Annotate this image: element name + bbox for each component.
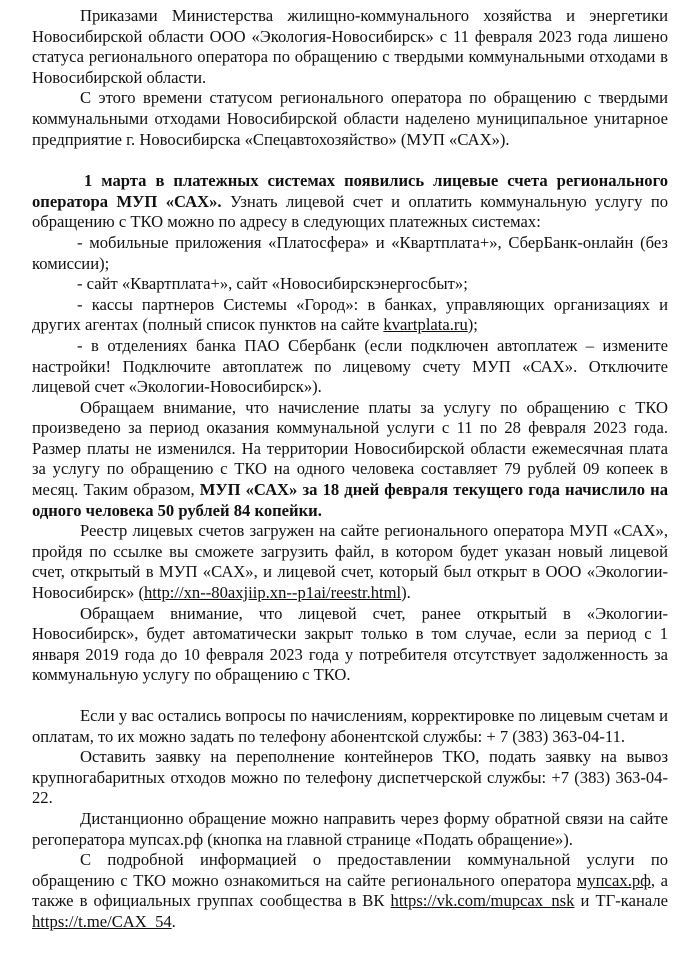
paragraph-online-request: Дистанционно обращение можно направить через форму обратной связи на сайте регоператора мупсах.рф (кнопка на главной странице «Подать обращение»). [32, 808, 668, 849]
registry-link[interactable]: http://xn--80axjiip.xn--p1ai/reestr.html [143, 583, 402, 603]
paragraph-subscriber-phone: Если у вас остались вопросы по начислениям, корректировке по лицевым счетам и оплатам, то их можно задать по телефону абонентской службы: + 7 (383) 363-04-11. [32, 706, 668, 746]
vk-group-link[interactable]: https://vk.com/mupcax_nsk [390, 891, 575, 911]
more-info-text-2: , а также в официальных группах сообщества в ВК [32, 870, 669, 911]
accounts-instructions: Узнать лицевой счет и оплатить коммунальную услугу по обращению с ТКО можно по адресу в следующих платежных системах: [32, 191, 669, 232]
list-item-websites: - сайт «Квартплата+», сайт «Новосибирскэнергосбыт»; [77, 274, 468, 294]
more-info-text-1: С подробной информацией о предоставлении коммунальной услуги по обращению с ТКО можно ознакомиться на сайте регионального оператора [32, 850, 668, 890]
bold-accounts-announcement: 1 марта в платежных системах появились лицевые счета регионального оператора МУП «САХ». [32, 171, 668, 211]
document-page [32, 6, 668, 933]
paragraph-new-operator: С этого времени статусом регионального оператора по обращению с твердыми коммунальными отходами Новосибирской области наделено муниципальное унитарное предприятие г. Новосибирска «Спецавтохозяйство» (МУП «САХ»). [32, 88, 668, 149]
list-item-mobile-apps: - мобильные приложения «Платосфера» и «Квартплата+», СберБанк-онлайн (без комиссии); [32, 232, 668, 273]
paragraph-dispatcher-phone: Оставить заявку на переполнение контейнеров ТКО, подать заявку на вывоз крупногабаритных отходов можно по телефону диспетчерской службы: +7 (383) 363-04-22. [32, 747, 668, 808]
mupsah-site-link[interactable]: мупсах.рф [576, 870, 651, 890]
paragraph-accounts-available [32, 171, 668, 233]
paragraph-account-closure: Обращаем внимание, что лицевой счет, ранее открытый в «Экологии-Новосибирск», будет автоматически закрыт только в том случае, если за период с 1 января 2019 года до 10 февраля 2023 года у потребителя отсутствует задолженность за коммунальную услугу по обращению с ТКО. [32, 603, 668, 685]
registry-text: Реестр лицевых счетов загружен на сайте регионального оператора МУП «САХ», пройдя по ссылке вы сможете загрузить файл, в котором будет указан новый лицевой счет, открытый в МУП «САХ», и лицевой счет, который был открыт в ООО «Экологии-Новосибирск» ( [32, 521, 668, 603]
city-system-end: ); [467, 315, 478, 335]
charges-text: Обращаем внимание, что начисление платы за услугу по обращению с ТКО произведено за период оказания коммунальной услуги с 11 по 28 февраля 2023 года. Размер платы не изменился. На территории Новосибирской области ежемесячная плата за услугу по обращению с ТКО на одного человека составляет 79 рублей 09 копеек в месяц. Таким образом, [32, 397, 668, 500]
registry-end: ). [401, 583, 411, 603]
bold-charges-amount: МУП «САХ» за 18 дней февраля текущего года начислило на одного человека 50 рублей 84 копейки. [32, 480, 668, 520]
paragraph-status-revoked: Приказами Министерства жилищно-коммунального хозяйства и энергетики Новосибирской области ООО «Экология-Новосибирск» с 11 февраля 2023 года лишено статуса регионального оператора по обращению с твердыми коммунальными отходами в Новосибирской области. [32, 6, 668, 87]
more-info-text-3: и ТГ-канале [574, 891, 668, 911]
paragraph-registry [32, 521, 668, 603]
paragraph-gap [32, 150, 668, 171]
city-system-text: - кассы партнеров Системы «Город»: в банках, управляющих организациях и других агентах (полный список пунктов на сайте [32, 294, 668, 335]
paragraph-gap [32, 686, 668, 706]
paragraph-charges [32, 398, 668, 522]
telegram-channel-link[interactable]: https://t.me/CAX_54 [32, 911, 172, 931]
paragraph-more-info [32, 850, 668, 932]
more-info-end: . [171, 911, 176, 931]
list-item-city-system [32, 295, 668, 336]
kvartplata-link[interactable]: kvartplata.ru [383, 315, 468, 335]
list-item-sberbank: - в отделениях банка ПАО Сбербанк (если подключен автоплатеж – измените настройки! Подключите автоплатеж по лицевому счету МУП «САХ». Отключите лицевой счет «Экологии-Новосибирск»). [32, 335, 668, 397]
